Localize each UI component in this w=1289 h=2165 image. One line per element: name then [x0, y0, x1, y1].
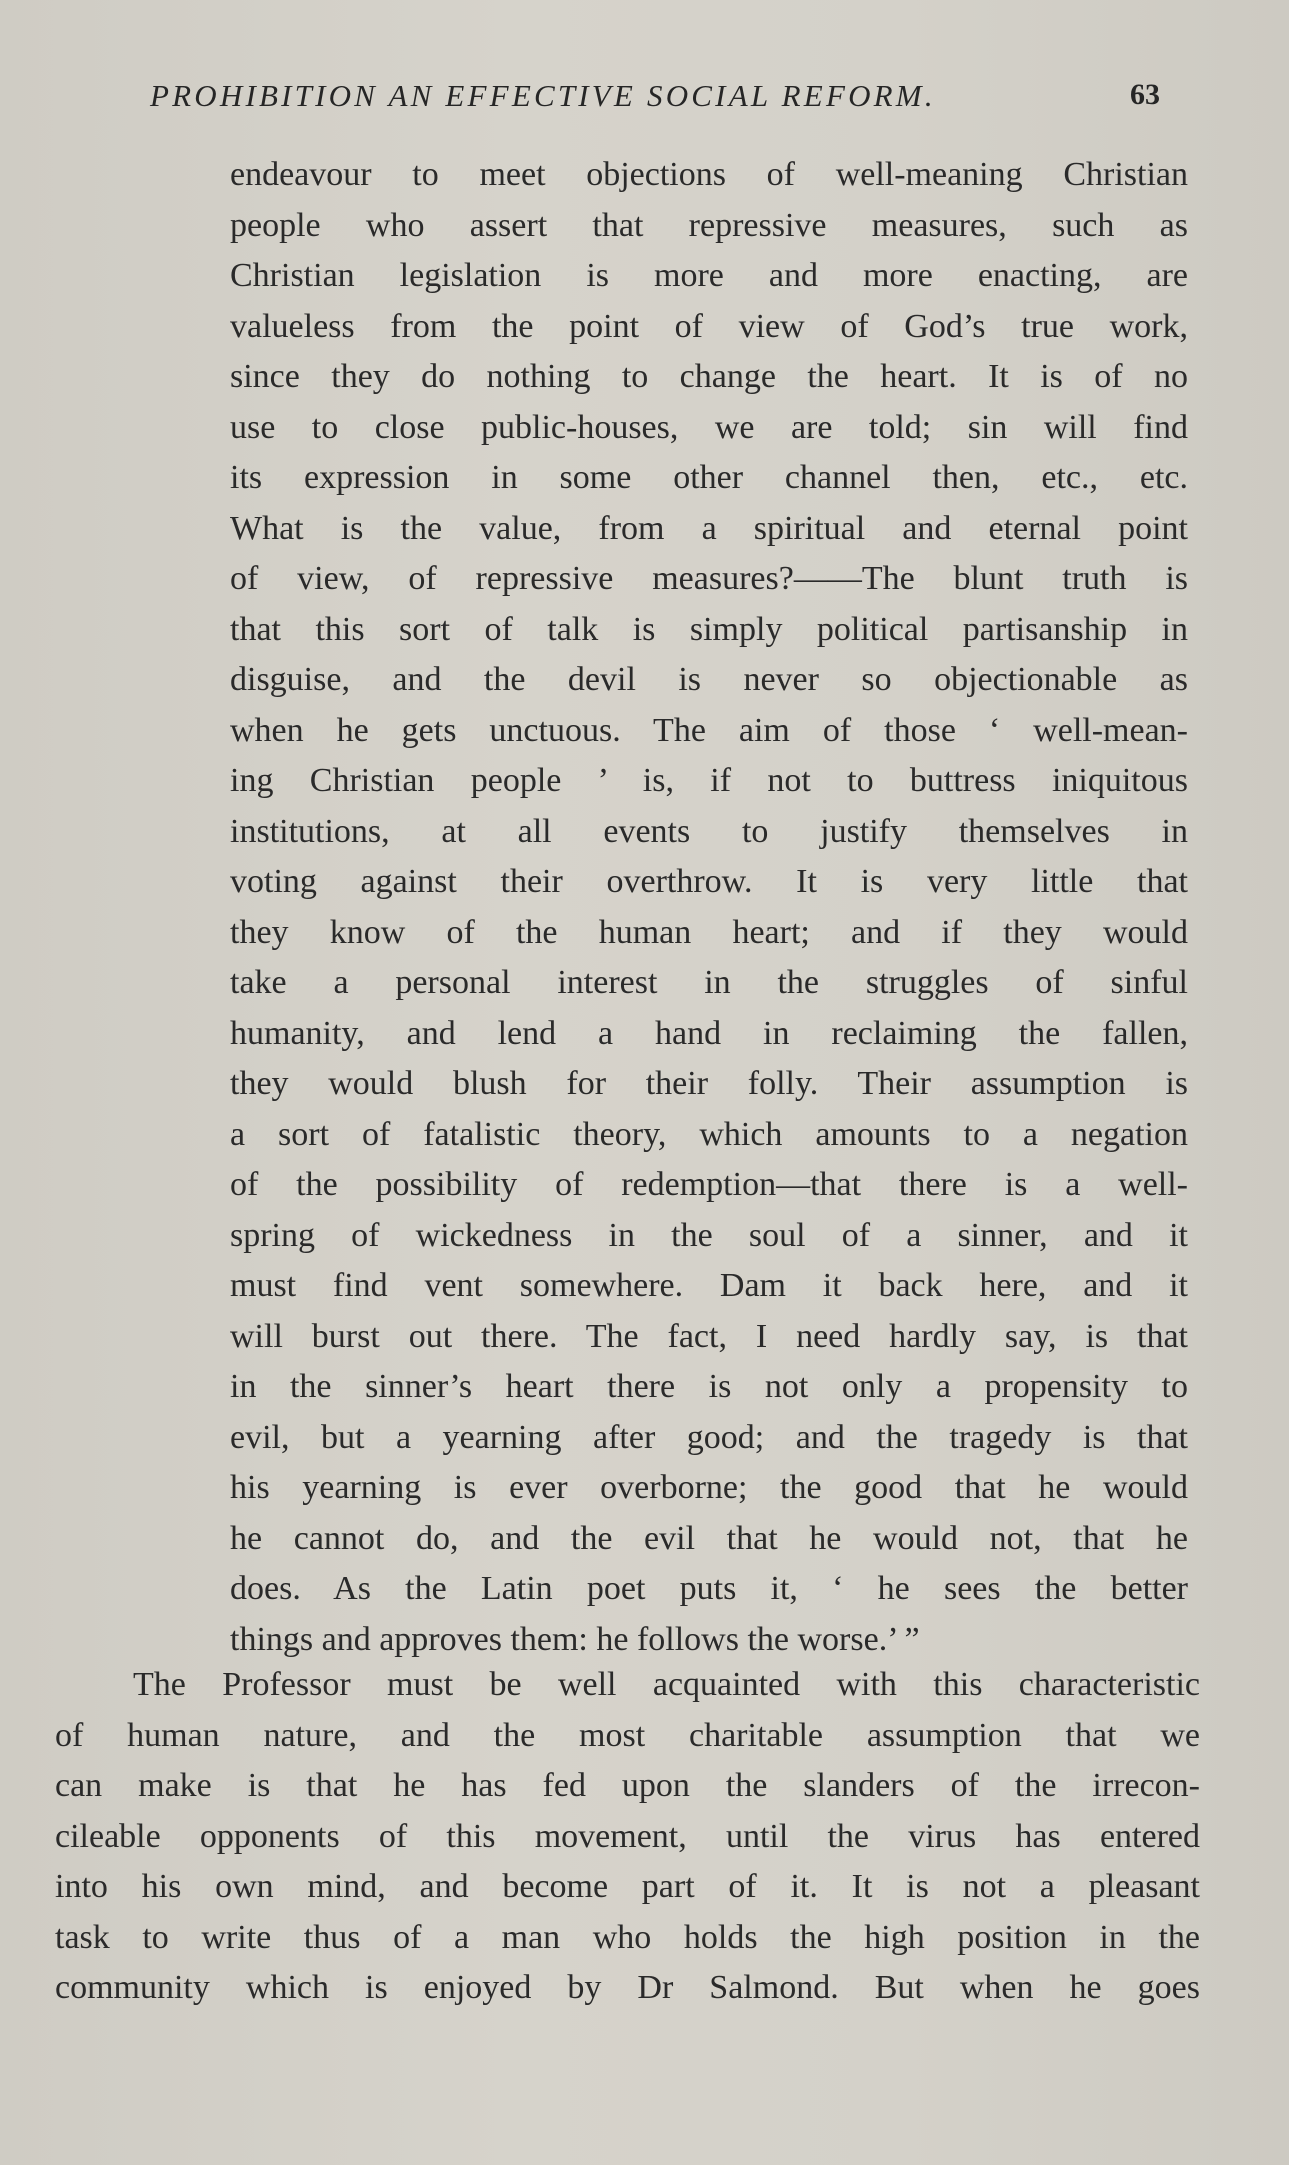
text-line: they know of the human heart; and if they would	[230, 913, 1188, 951]
running-title: PROHIBITION AN EFFECTIVE SOCIAL REFORM.	[150, 78, 936, 113]
text-line: institutions, at all events to justify themselves in	[230, 812, 1188, 850]
text-line: endeavour to meet objections of well-meaning Christian	[230, 156, 1188, 193]
page-number: 63	[1130, 78, 1160, 111]
text-line: spring of wickedness in the soul of a sinner, and it	[230, 1216, 1188, 1254]
text-line: of view, of repressive measures?——The blunt truth is	[230, 560, 1188, 597]
text-line: its expression in some other channel then, etc., etc.	[230, 459, 1188, 496]
text-line: they would blush for their folly. Their assumption is	[230, 1065, 1188, 1102]
text-line: community which is enjoyed by Dr Salmond. But when he goes	[55, 1969, 1200, 2006]
text-line: does. As the Latin poet puts it, ‘ he sees the better	[230, 1570, 1188, 1607]
text-line: Christian legislation is more and more enacting, are	[230, 257, 1188, 294]
text-line: that this sort of talk is simply political partisanship in	[230, 610, 1188, 648]
text-line: in the sinner’s heart there is not only a propensity to	[230, 1368, 1188, 1405]
text-line: since they do nothing to change the heart. It is of no	[230, 358, 1188, 395]
quoted-passage	[230, 150, 1188, 1665]
text-line: voting against their overthrow. It is very little that	[230, 863, 1188, 900]
text-line: must find vent somewhere. Dam it back here, and it	[230, 1267, 1188, 1304]
text-line: of the possibility of redemption—that there is a well-	[230, 1166, 1188, 1203]
text-line: task to write thus of a man who holds the high position in the	[55, 1918, 1200, 1956]
text-line: use to close public-houses, we are told; sin will find	[230, 408, 1188, 446]
text-line: his yearning is ever overborne; the good that he would	[230, 1469, 1188, 1506]
text-line: cileable opponents of this movement, until the virus has entered	[55, 1817, 1200, 1855]
text-line: a sort of fatalistic theory, which amounts to a negation	[230, 1115, 1188, 1153]
text-line: humanity, and lend a hand in reclaiming the fallen,	[230, 1014, 1188, 1052]
text-line: people who assert that repressive measures, such as	[230, 206, 1188, 244]
text-line: things and approves them: he follows the worse.’ ”	[230, 1620, 920, 1658]
text-line: disguise, and the devil is never so objectionable as	[230, 661, 1188, 698]
text-line: evil, but a yearning after good; and the tragedy is that	[230, 1418, 1188, 1456]
text-line: he cannot do, and the evil that he would not, that he	[230, 1519, 1188, 1557]
text-line: can make is that he has fed upon the slanders of the irrecon-	[55, 1767, 1200, 1804]
running-head	[150, 78, 1160, 122]
text-line: when he gets unctuous. The aim of those ‘ well-mean-	[230, 711, 1188, 749]
text-line: valueless from the point of view of God’s true work,	[230, 307, 1188, 345]
body-paragraph	[55, 1660, 1200, 2014]
text-line: take a personal interest in the struggles of sinful	[230, 964, 1188, 1001]
text-line: into his own mind, and become part of it. It is not a pleasant	[55, 1868, 1200, 1905]
text-line: The Professor must be well acquainted with this characteristic	[133, 1666, 1200, 1703]
text-line: will burst out there. The fact, I need hardly say, is that	[230, 1317, 1188, 1355]
text-line: What is the value, from a spiritual and eternal point	[230, 509, 1188, 547]
text-line: of human nature, and the most charitable assumption that we	[55, 1716, 1200, 1754]
text-line: ing Christian people ’ is, if not to buttress iniquitous	[230, 762, 1188, 799]
